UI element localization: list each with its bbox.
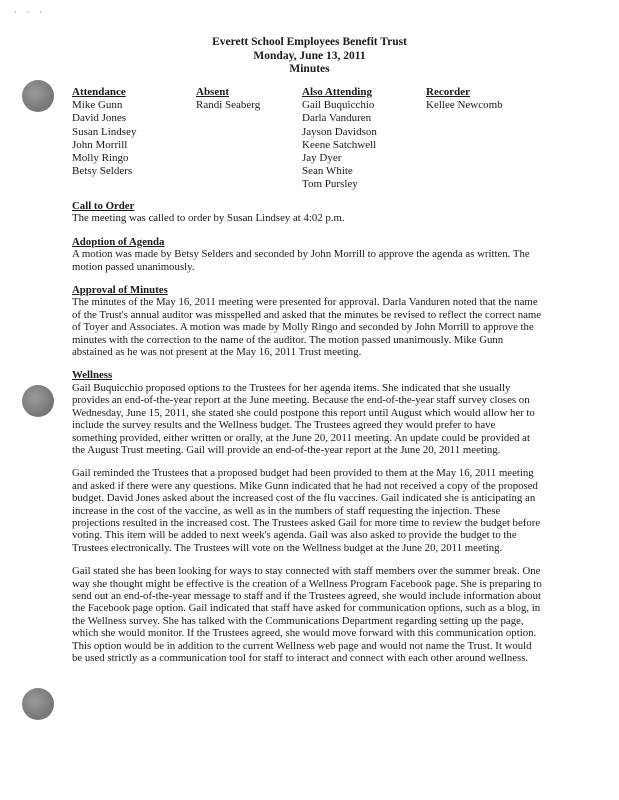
- recorder-column: [426, 86, 503, 112]
- section-heading: Call to Order: [72, 200, 135, 212]
- punch-hole: [22, 385, 54, 417]
- recorder-name: Kellee Newcomb: [426, 99, 503, 112]
- section-heading: Wellness: [72, 369, 113, 382]
- attendee-name: David Jones: [72, 112, 127, 125]
- section-wellness: [72, 369, 542, 664]
- attendee-name: Molly Ringo: [72, 152, 129, 165]
- document-title: Everett School Employees Benefit Trust: [212, 36, 407, 48]
- recorder-heading: Recorder: [426, 86, 470, 98]
- section-paragraph: Gail stated she has been looking for ways to stay connected with staff members over the summer break. One way she thought might be effective is the creation of a Wellness Program Facebook page. She is preparing to send out an end-of-the-year message to staff and if the Trustees agreed, she would include information about the Facebook page option. Gail indicated that staff have asked for communication options, such as a blog, in the Wellness survey. She has talked with the Communications Department regarding setting up the page, which she would monitor. If the Trustees agreed, she would move forward with this communication option. This option would be in addition to the current Wellness web page and would not name the Trust. It would be used strictly as a communication tool for staff to interact and connect with each other around wellness.: [72, 565, 542, 664]
- also-attending-name: Sean White: [302, 165, 353, 178]
- absent-heading: Absent: [196, 86, 230, 98]
- section-call-to-order: [72, 200, 542, 225]
- attendance-column: [72, 86, 136, 178]
- also-attending-heading: Also Attending: [302, 86, 372, 98]
- document-date: Monday, June 13, 2011: [253, 49, 366, 62]
- section-heading: Adoption of Agenda: [72, 235, 165, 248]
- also-attending-name: Jay Dyer: [302, 152, 342, 165]
- also-attending-name: Keene Satchwell: [302, 138, 377, 151]
- document-header: [0, 36, 619, 77]
- section-paragraph: Gail reminded the Trustees that a proposed budget had been provided to them at the May 16, 2011 meeting and asked if there were any questions. Mike Gunn indicated that he had not received a copy of the proposed budget. David Jones asked about the increased cost of the flu vaccines. Gail indicated she is anticipating an increase in the cost of the vaccine, as well as in the numbers of staff requesting the injection. These projections resulted in the increased cost. The Trustees asked Gail for more time to review the budget before voting. This item will be added to next week's agenda. Gail was also asked to provide the budget to the Trustees electronically. The Trustees will vote on the Wellness budget at the June 20, 2011 meeting.: [72, 467, 541, 554]
- also-attending-name: Tom Pursley: [302, 178, 358, 191]
- punch-hole: [22, 80, 54, 112]
- also-attending-name: Jayson Davidson: [302, 125, 377, 138]
- document-subtitle: Minutes: [289, 63, 330, 75]
- section-heading: Approval of Minutes: [72, 284, 168, 297]
- attendance-heading: Attendance: [72, 86, 126, 98]
- section-paragraph: A motion was made by Betsy Selders and seconded by John Morrill to approve the agenda as written. The motion passed unanimously.: [72, 248, 530, 273]
- section-adoption-of-agenda: [72, 236, 542, 273]
- attendee-name: Mike Gunn: [72, 99, 123, 112]
- attendee-name: Betsy Selders: [72, 165, 133, 178]
- punch-hole: [22, 688, 54, 720]
- minutes-body: [72, 200, 542, 675]
- also-attending-column: [302, 86, 377, 192]
- also-attending-name: Gail Buquicchio: [302, 99, 375, 112]
- section-paragraph: The minutes of the May 16, 2011 meeting were presented for approval. Darla Vanduren noted that the name of the Trust's annual auditor was misspelled and asked that the minutes be revised to reflect the correct name of Toyer and Associates. A motion was made by Molly Ringo and seconded by John Morrill to approve the minutes with the correction to the name of the auditor. The motion passed unanimously. Mike Gunn abstained as he was not present at the May 16, 2011 Trust meeting.: [72, 296, 542, 359]
- absent-name: Randi Seaberg: [196, 99, 261, 112]
- section-paragraph: The meeting was called to order by Susan Lindsey at 4:02 p.m.: [72, 212, 345, 225]
- scan-marks: · · ·: [14, 8, 46, 17]
- section-paragraph: Gail Buquicchio proposed options to the Trustees for her agenda items. She indicated that she usually provides an end-of-the-year report at the June meeting. Because the end-of-the-year staff survey closes on Wednesday, June 15, 2011, she stated she could postpone this report until August which would allow her to include the survey results and the Wellness budget. The Trustees agreed they would prefer to have something provided, either written or orally, at the June 20, 2011 meeting. An update could be provided at the August Trust meeting. Gail will provide an end-of-the-year report at the June 20, 2011 meeting.: [72, 381, 535, 456]
- attendee-name: John Morrill: [72, 138, 128, 151]
- also-attending-name: Darla Vanduren: [302, 112, 372, 125]
- attendance-block: [72, 86, 552, 196]
- section-approval-of-minutes: [72, 284, 542, 358]
- attendee-name: Susan Lindsey: [72, 125, 137, 138]
- absent-column: [196, 86, 260, 112]
